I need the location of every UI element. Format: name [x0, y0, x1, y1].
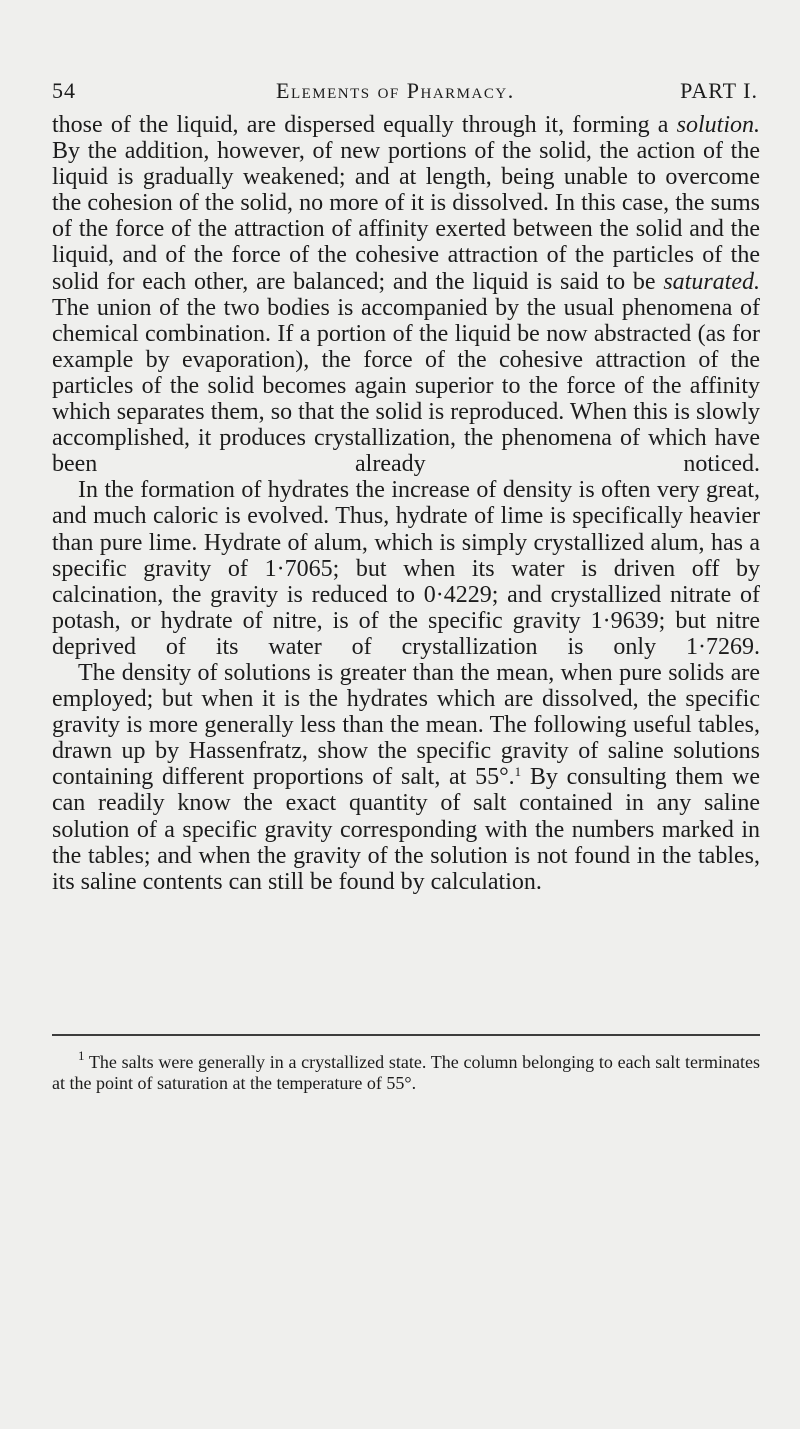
- term-solution: solution.: [676, 112, 760, 138]
- term-saturated: saturated.: [663, 268, 760, 295]
- part-label: PART I.: [680, 78, 758, 103]
- footnote-marker: 1: [78, 1048, 85, 1063]
- page-number: 54: [52, 78, 76, 103]
- paragraph-hydrates: In the formation of hydrates the increase of density is often very great, and much caloric is evolved. Thus, hydrate of lime is specifically heavier than pure lime. Hydrate of alum, which is simply crystallized alum, has a specific gravity of 1·7065; but when its water is driven off by calcination, the gravity is reduced to 0·4229; and crystallized nitrate of potash, or hydrate of nitre, is of the specific gravity 1·9639; but nitre deprived of its water of crystallization is only 1·7269.: [52, 477, 760, 660]
- paragraph-solution: those of the liquid, are dispersed equally through it, forming a solution. By the addition, however, of new portions of the solid, the action of the liquid is gradually weakened; and at length, being unable to overcome the cohesion of the solid, no more of it is dissolved. In this case, the sums of the force of the attraction of affinity exerted between the solid and the liquid, and of the force of the cohesive attraction of the particles of the solid for each other, are balanced; and the liquid is said to be saturated. The union of the two bodies is accompanied by the usual phenomena of chemical combination. If a portion of the liquid be now abstracted (as for example by evaporation), the force of the cohesive attraction of the particles of the solid becomes again superior to the force of the affinity which separates them, so that the solid is reproduced. When this is slowly accomplished, it produces crystallization, the phenomena of which have been already noticed.: [52, 112, 760, 478]
- footnote: [52, 1048, 760, 1094]
- footnote-text: The salts were generally in a crystallized state. The column belonging to each salt terminates at the point of saturation at the temperature of 55°.: [52, 1052, 760, 1093]
- running-head: [52, 78, 758, 108]
- running-title: Elements of Pharmacy.: [276, 78, 515, 103]
- footnote-divider: [52, 1034, 760, 1036]
- body-text: [52, 112, 760, 895]
- footnote-reference: 1: [514, 764, 522, 780]
- paragraph-density: The density of solutions is greater than the mean, when pure solids are employed; but when it is the hydrates which are dissolved, the specific gravity is more generally less than the mean. The following useful tables, drawn up by Hassenfratz, show the specific gravity of saline solutions containing different proportions of salt, at 55°.$^1$ By consulting them we can readily know the exact quantity of salt contained in any saline solution of a specific gravity corresponding with the numbers marked in the tables; and when the gravity of the solution is not found in the tables, its saline contents can still be found by calculation.: [52, 659, 760, 895]
